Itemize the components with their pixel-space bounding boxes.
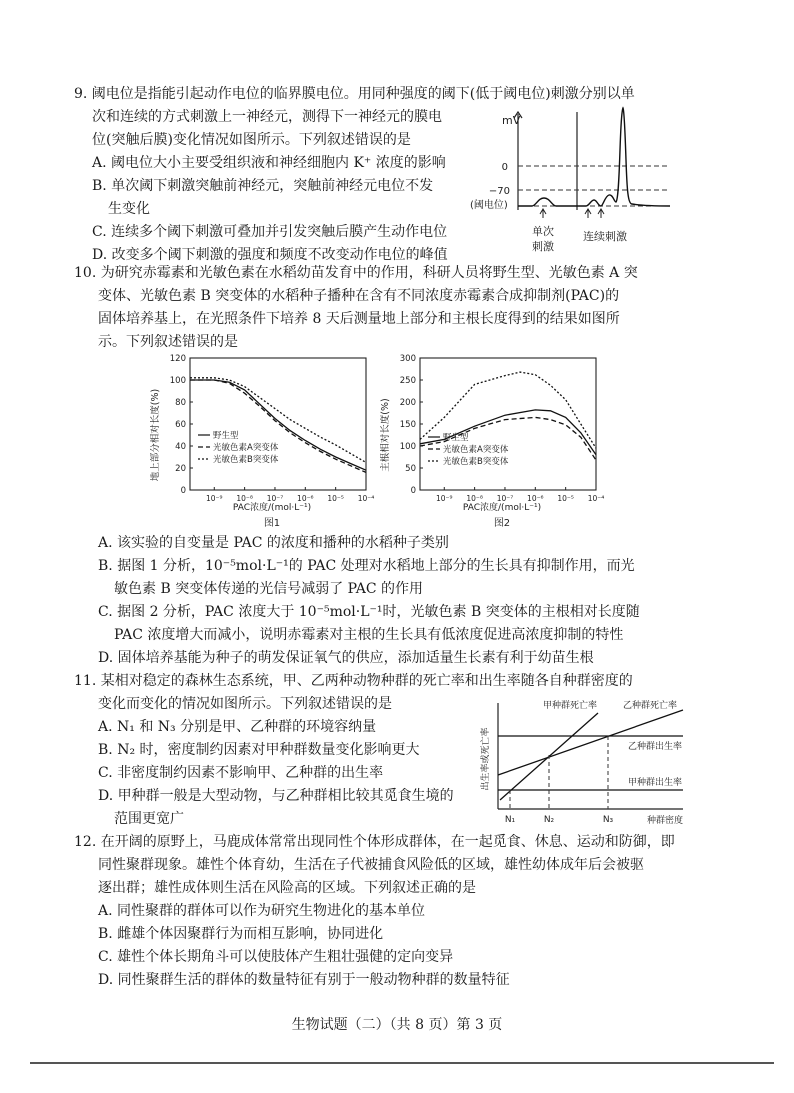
y-tick-label: 20	[175, 464, 186, 474]
q9-threshold-label: (阈电位)	[470, 200, 508, 211]
x-tick-label: 10⁻⁴	[587, 494, 605, 503]
fig2-legend	[428, 432, 509, 467]
q9-continuous-label: 连续刺激	[583, 230, 627, 243]
plot-frame	[190, 358, 366, 490]
q9-option-b-cont: 生变化	[108, 201, 150, 217]
fig2-y-label: 主根相对长度(%)	[380, 398, 391, 472]
y-tick-label: 60	[175, 420, 186, 430]
q10-option-b: B. 据图 1 分析，10⁻⁵mol·L⁻¹的 PAC 处理对水稻地上部分的生长具有抑制作用，而光	[98, 558, 635, 574]
x-tick-label: 10⁻⁴	[357, 494, 375, 503]
x-tick-label: 10⁻⁹	[436, 494, 453, 503]
x-tick-label: 10⁻⁸	[466, 494, 483, 503]
legend-label: 野生型	[443, 433, 469, 443]
q10-stem-line-1: 10. 为研究赤霉素和光敏色素在水稻幼苗发育中的作用，科研人员将野生型、光敏色素 A 突	[74, 265, 638, 281]
y-tick-label: 50	[405, 464, 416, 474]
q9-stem-line-2: 次和连续的方式刺激上一神经元，测得下一神经元的膜电	[92, 109, 442, 125]
y-tick-label: 100	[399, 442, 416, 452]
q11-option-c: C. 非密度制约因素不影响甲、乙种群的出生率	[98, 765, 384, 781]
q11-label-jia-birth: 甲种群出生率	[628, 778, 683, 788]
q9-membrane-potential-figure	[470, 100, 685, 270]
fig1-legend	[198, 430, 279, 465]
x-tick-label: 10⁻⁵	[557, 494, 574, 503]
q9-option-d: D. 改变多个阈下刺激的强度和频度不改变动作电位的峰值	[92, 247, 448, 263]
q10-option-b-cont: 敏色素 B 突变体传递的光信号减弱了 PAC 的作用	[114, 581, 424, 597]
y-tick-label: 0	[410, 486, 416, 496]
q11-x-label: 种群密度	[646, 816, 683, 826]
y-tick-label: 200	[399, 398, 416, 408]
y-tick-label: 100	[169, 376, 186, 386]
q11-n1: N₁	[504, 815, 516, 825]
bottom-rule	[30, 1062, 774, 1064]
q10-option-c-cont: PAC 浓度增大而减小，说明赤霉素对主根的生长具有低浓度促进高浓度抑制的特性	[114, 627, 624, 643]
figure-2-main-root-length-chart	[380, 350, 605, 540]
fig1-x-label: PAC浓度/(mol·L⁻¹)	[232, 503, 312, 513]
fig2-x-label: PAC浓度/(mol·L⁻¹)	[462, 503, 542, 513]
figure-1-aboveground-length-chart	[150, 350, 375, 540]
q11-option-b: B. N₂ 时，密度制约因素对甲种群数量变化影响更大	[98, 742, 420, 758]
x-tick-label: 10⁻⁷	[496, 494, 514, 503]
y-tick-label: 300	[399, 354, 416, 364]
q9-single-label-1: 单次	[532, 225, 554, 238]
legend-label: 野生型	[213, 431, 239, 441]
q11-label-yi-birth: 乙种群出生率	[628, 742, 683, 752]
legend-label: 光敏色素A突变体	[213, 443, 279, 453]
fig1-x-ticks	[206, 487, 374, 503]
y-tick-label: 0	[180, 486, 186, 496]
q9-option-c: C. 连续多个阈下刺激可叠加并引发突触后膜产生动作电位	[92, 224, 448, 240]
fig2-title: 图2	[493, 518, 511, 529]
fig1-title: 图1	[263, 518, 281, 529]
q11-label-yi-death: 乙种群死亡率	[623, 701, 678, 711]
q9-y-unit: mV	[502, 114, 521, 127]
q10-stem-line-3: 固体培养基上，在光照条件下培养 8 天后测量地上部分和主根长度得到的结果如图所	[98, 311, 620, 327]
x-tick-label: 10⁻⁶	[297, 494, 314, 503]
q11-option-d: D. 甲种群一般是大型动物，与乙种群相比较其觅食生境的	[98, 788, 454, 804]
q12-option-d: D. 同性聚群生活的群体的数量特征有别于一般动物种群的数量特征	[98, 972, 510, 988]
q11-n2: N₂	[543, 815, 555, 825]
y-tick-label: 250	[399, 376, 416, 386]
x-tick-label: 10⁻⁶	[527, 494, 544, 503]
q11-option-d-cont: 范围更宽广	[114, 811, 184, 827]
q11-y-label: 出生率或死亡率	[481, 727, 491, 791]
legend-label: 光敏色素B突变体	[443, 457, 509, 467]
q12-option-b: B. 雌雄个体因聚群行为而相互影响，协同进化	[98, 926, 384, 942]
q9-option-a: A. 阈电位大小主要受组织液和神经细胞内 K⁺ 浓度的影响	[92, 155, 446, 171]
x-tick-label: 10⁻⁹	[206, 494, 223, 503]
q9-tick-0: 0	[501, 162, 508, 173]
q12-stem-line-3: 逐出群；雄性成体则生活在风险高的区域。下列叙述正确的是	[98, 880, 476, 896]
x-tick-label: 10⁻⁸	[236, 494, 253, 503]
q9-single-stimulus-trace	[518, 198, 577, 206]
y-tick-label: 40	[175, 442, 186, 452]
q11-stem-line-2: 变化而变化的情况如图所示。下列叙述错误的是	[98, 696, 392, 712]
legend-label: 光敏色素B突变体	[213, 455, 279, 465]
q9-single-label-2: 刺激	[532, 240, 554, 253]
q11-n3: N₃	[602, 815, 614, 825]
fig1-y-label: 地上部分相对长度(%)	[150, 388, 161, 482]
plot-frame	[420, 358, 596, 490]
q11-stem-line-1: 11. 某相对稳定的森林生态系统，甲、乙两种动物种群的死亡率和出生率随各自种群密度的	[74, 673, 633, 689]
y-tick-label: 80	[175, 398, 186, 408]
y-tick-label: 150	[399, 420, 416, 430]
q9-stem-line-3: 位(突触后膜)变化情况如图所示。下列叙述错误的是	[92, 132, 411, 148]
legend-label: 光敏色素A突变体	[443, 445, 509, 455]
q12-option-c: C. 雄性个体长期角斗可以使肢体产生粗壮强健的定向变异	[98, 949, 454, 965]
q11-birth-death-rate-figure	[478, 695, 703, 830]
x-tick-label: 10⁻⁵	[327, 494, 344, 503]
q12-option-a: A. 同性聚群的群体可以作为研究生物进化的基本单位	[98, 903, 426, 919]
q10-option-d: D. 固体培养基能为种子的萌发保证氧气的供应，添加适量生长素有利于幼苗生根	[98, 650, 594, 666]
q10-option-a: A. 该实验的自变量是 PAC 的浓度和播种的水稻种子类别	[98, 535, 449, 551]
page-footer: 生物试题（二）（共 8 页）第 3 页	[291, 1017, 503, 1033]
q10-stem-line-2: 变体、光敏色素 B 突变体的水稻种子播种在含有不同浓度赤霉素合成抑制剂(PAC)的	[98, 288, 620, 304]
q9-option-b: B. 单次阈下刺激突触前神经元，突触前神经元电位不发	[92, 178, 434, 194]
fig2-x-ticks	[436, 487, 604, 503]
x-tick-label: 10⁻⁷	[266, 494, 284, 503]
q9-stem-line-1: 9. 阈电位是指能引起动作电位的临界膜电位。用同种强度的阈下(低于阈电位)刺激分别以单	[74, 86, 635, 102]
q10-stem-line-4: 示。下列叙述错误的是	[98, 334, 238, 350]
q9-continuous-stimulus-trace	[577, 108, 670, 206]
q12-stem-line-1: 12. 在开阔的原野上，马鹿成体常常出现同性个体形成群体，在一起觅食、休息、运动和防御，即	[74, 834, 675, 850]
q9-tick-minus70: −70	[488, 186, 510, 197]
q12-stem-line-2: 同性聚群现象。雄性个体育幼，生活在子代被捕食风险低的区域，雄性幼体成年后会被驱	[98, 857, 644, 873]
q11-label-jia-death: 甲种群死亡率	[543, 701, 598, 711]
q10-option-c: C. 据图 2 分析，PAC 浓度大于 10⁻⁵mol·L⁻¹时，光敏色素 B 突变体的主根相对长度随	[98, 604, 640, 620]
y-tick-label: 120	[169, 354, 186, 364]
q11-option-a: A. N₁ 和 N₃ 分别是甲、乙种群的环境容纳量	[98, 719, 377, 735]
